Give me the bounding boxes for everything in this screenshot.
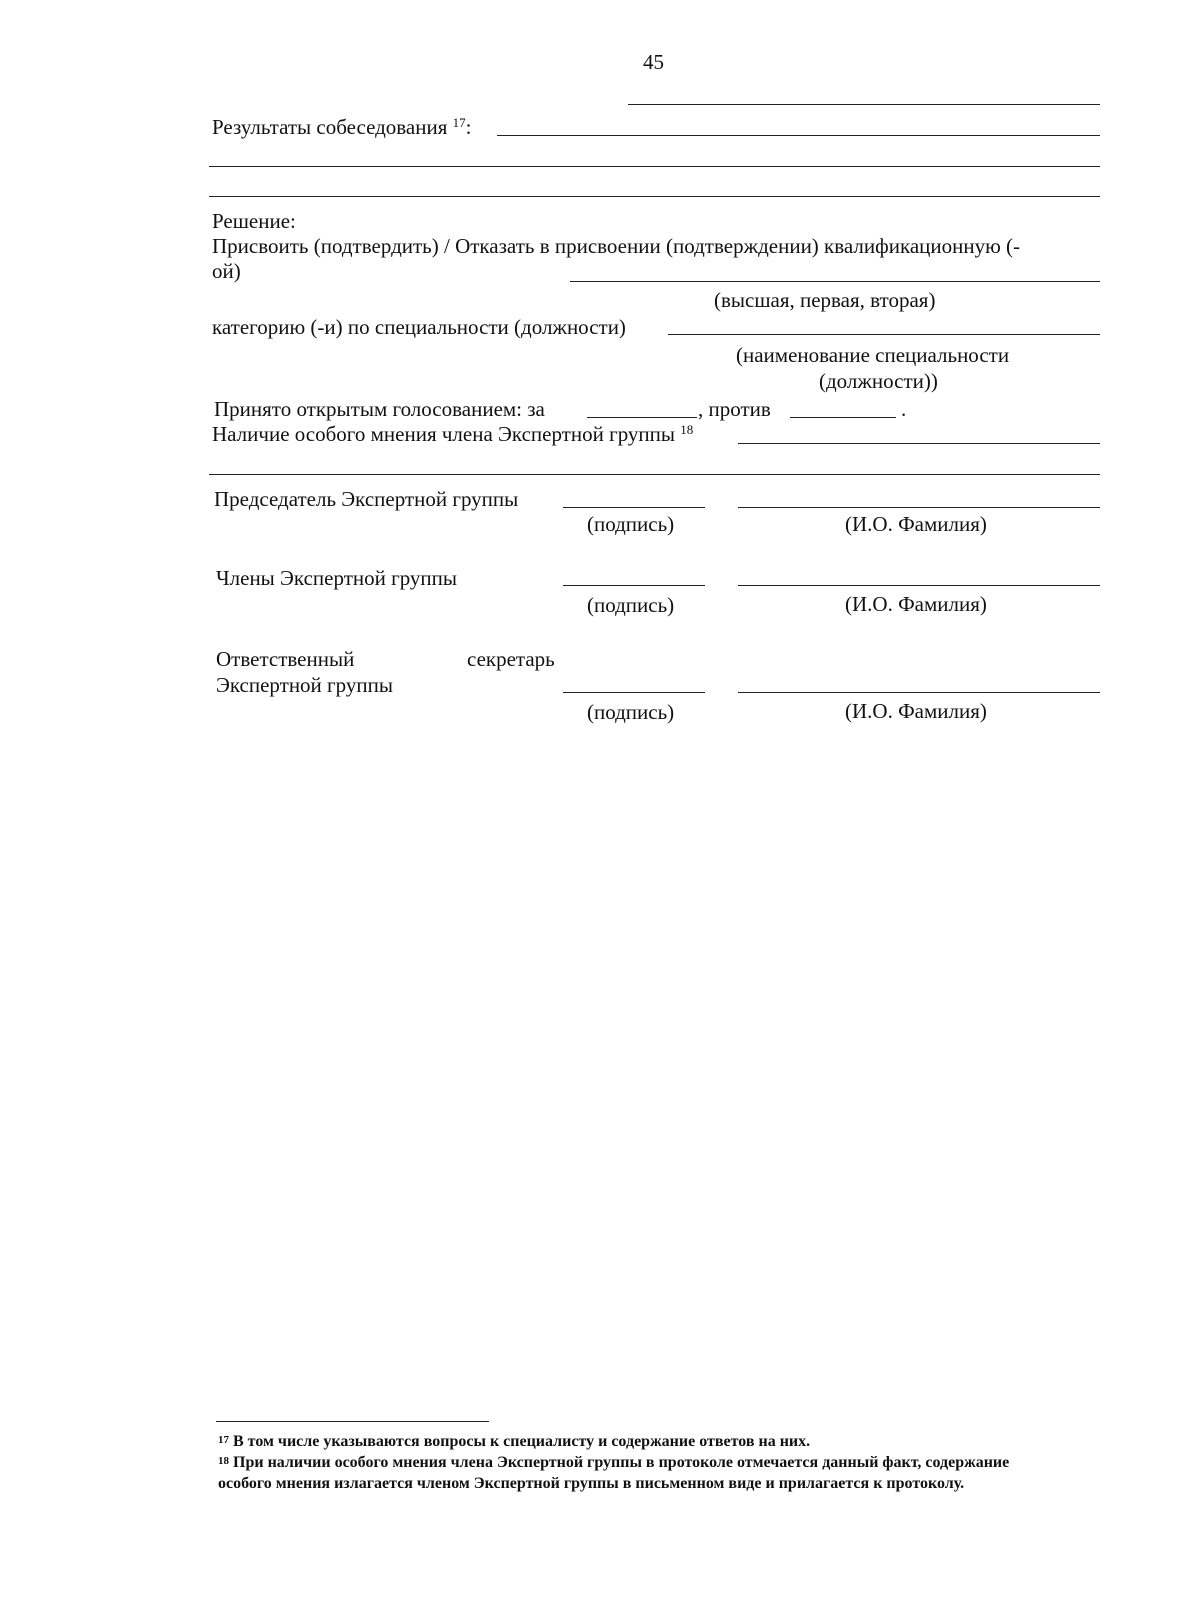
- opinion-label-text: Наличие особого мнения члена Экспертной группы: [212, 422, 676, 446]
- footnote-number: 18: [218, 1455, 229, 1467]
- interview-label-text: Результаты собеседования: [212, 115, 448, 139]
- decision-heading: Решение:: [212, 209, 296, 233]
- blank-line[interactable]: [209, 166, 1100, 167]
- blank-line[interactable]: [209, 196, 1100, 197]
- members-name-field[interactable]: [738, 585, 1100, 586]
- footnote-text: При наличии особого мнения члена Экспертной группы в протоколе отмечается данный факт, содержание: [233, 1454, 1010, 1471]
- specialty-hint-2: (должности)): [819, 369, 938, 393]
- interview-field[interactable]: [497, 135, 1100, 136]
- decision-line2: ой): [212, 259, 241, 283]
- footnote-ref-17: 17: [452, 115, 466, 130]
- chairman-signature-field[interactable]: [563, 507, 705, 508]
- footnote-ref-18: 18: [680, 422, 694, 437]
- members-signature-field[interactable]: [563, 585, 705, 586]
- signature-hint: (подпись): [587, 512, 675, 536]
- voting-label: Принято открытым голосованием: за: [214, 397, 545, 421]
- interview-colon: :: [465, 115, 472, 139]
- secretary-name-field[interactable]: [738, 692, 1100, 693]
- secretary-label-word3: Экспертной группы: [216, 673, 393, 697]
- blank-line[interactable]: [209, 474, 1100, 475]
- blank-line: [628, 104, 1100, 105]
- secretary-label-word2: секретарь: [467, 647, 555, 671]
- name-hint: (И.О. Фамилия): [845, 512, 987, 536]
- members-label: Члены Экспертной группы: [216, 566, 458, 590]
- chairman-label: Председатель Экспертной группы: [214, 487, 519, 511]
- voting-end: .: [901, 397, 907, 421]
- secretary-label-word1: Ответственный: [216, 647, 355, 671]
- category-field[interactable]: [570, 281, 1100, 282]
- secretary-signature-field[interactable]: [563, 692, 705, 693]
- footnote-17: [218, 1432, 810, 1452]
- footnote-number: 17: [218, 1434, 229, 1446]
- footnote-18: [218, 1453, 1009, 1473]
- chairman-name-field[interactable]: [738, 507, 1100, 508]
- footnote-18-continuation: особого мнения излагается членом Экспертной группы в письменном виде и прилагается к протоколу.: [218, 1475, 965, 1492]
- opinion-field[interactable]: [738, 443, 1100, 444]
- voting-against-label: , против: [698, 397, 771, 421]
- footnote-separator: [216, 1421, 489, 1422]
- interview-label: [212, 115, 471, 139]
- name-hint: (И.О. Фамилия): [845, 699, 987, 723]
- signature-hint: (подпись): [587, 593, 675, 617]
- signature-hint: (подпись): [587, 700, 675, 724]
- specialty-label: категорию (-и) по специальности (должности): [212, 315, 626, 339]
- opinion-label: [212, 422, 693, 446]
- decision-line1: Присвоить (подтвердить) / Отказать в присвоении (подтверждении) квалификационную (-: [212, 234, 1021, 258]
- votes-for-field[interactable]: [587, 417, 697, 418]
- category-hint: (высшая, первая, вторая): [714, 288, 936, 312]
- footnote-text: В том числе указываются вопросы к специалисту и содержание ответов на них.: [233, 1433, 811, 1450]
- specialty-field[interactable]: [668, 334, 1100, 335]
- name-hint: (И.О. Фамилия): [845, 592, 987, 616]
- votes-against-field[interactable]: [790, 417, 896, 418]
- page-number: 45: [643, 50, 664, 74]
- specialty-hint-1: (наименование специальности: [736, 343, 1010, 367]
